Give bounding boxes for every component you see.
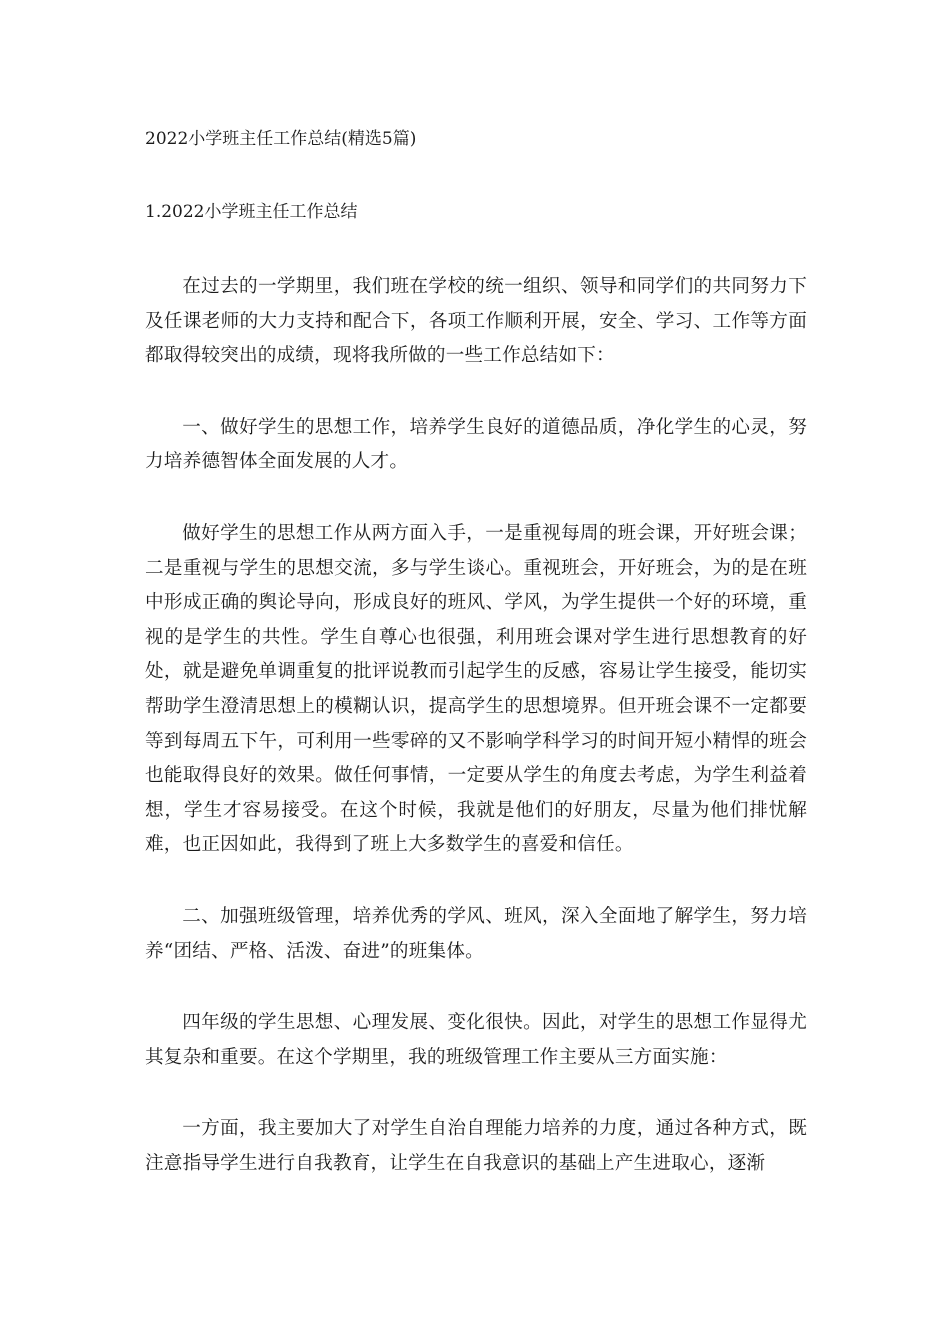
paragraph-point-one-detail: 做好学生的思想工作从两方面入手，一是重视每周的班会课，开好班会课；二是重视与学生的思想交流，多与学生谈心。重视班会，开好班会，为的是在班中形成正确的舆论导向，形成良好的班风、学风，为学生提供一个好的环境，重视的是学生的共性。学生自尊心也很强，利用班会课对学生进行思想教育的好处，就是避免单调重复的批评说教而引起学生的反感，容易让学生接受，能切实帮助学生澄清思想上的模糊认识，提高学生的思想境界。但开班会课不一定都要等到每周五下午，可利用一些零碎的又不影响学科学习的时间开短小精悍的班会也能取得良好的效果。做任何事情，一定要从学生的角度去考虑，为学生利益着想，学生才容易接受。在这个时候，我就是他们的好朋友，尽量为他们排忧解难，也正因如此，我得到了班上大多数学生的喜爱和信任。 [145, 522, 807, 856]
document-title: 2022小学班主任工作总结(精选5篇) [145, 129, 417, 149]
paragraph-point-two-detail: 四年级的学生思想、心理发展、变化很快。因此，对学生的思想工作显得尤其复杂和重要。在这个学期里，我的班级管理工作主要从三方面实施： [145, 1012, 807, 1068]
paragraph-point-one: 一、做好学生的思想工作，培养学生良好的道德品质，净化学生的心灵，努力培养德智体全面发展的人才。 [145, 416, 807, 473]
paragraph-first-aspect: 一方面，我主要加大了对学生自治自理能力培养的力度，通过各种方式，既注意指导学生进行自我教育，让学生在自我意识的基础上产生进取心，逐渐 [145, 1118, 807, 1174]
paragraph-intro: 在过去的一学期里，我们班在学校的统一组织、领导和同学们的共同努力下及任课老师的大力支持和配合下，各项工作顺利开展，安全、学习、工作等方面都取得较突出的成绩，现将我所做的一些工作总结如下： [145, 276, 807, 367]
paragraph-point-two: 二、加强班级管理，培养优秀的学风、班风，深入全面地了解学生，努力培养“团结、严格、活泼、奋进”的班集体。 [145, 905, 807, 962]
section-heading: 1.2022小学班主任工作总结 [145, 202, 358, 222]
document-body [145, 270, 807, 1218]
